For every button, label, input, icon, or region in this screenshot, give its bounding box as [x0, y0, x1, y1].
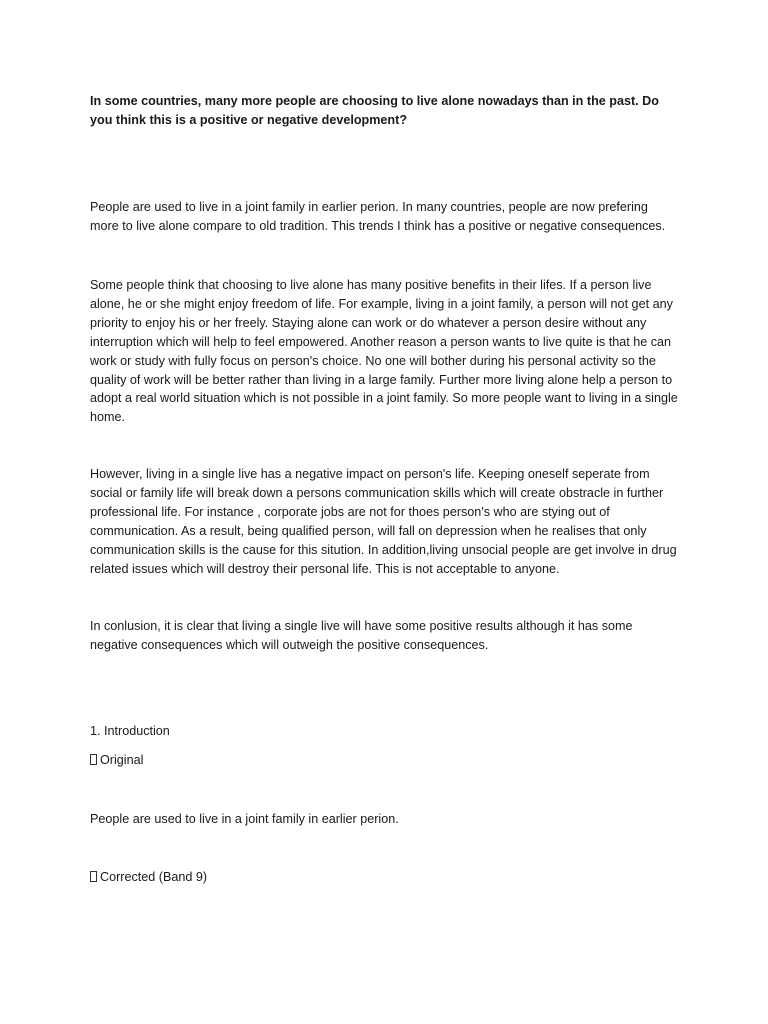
essay-paragraph-positive: Some people think that choosing to live alone has many positive benefits in their lifes. If a person live alone, he or she might enjoy freedom of life. For example, living in a joint family, a person will not get any priority to enjoy his or her freely. Staying alone can work or do whatever a person desire without any interruption which will help to feel empowered. Another reason a person wants to live quite is that he can work or study with fully focus on person's choice. No one will bother during his personal activity so the quality of work will be better rather than living in a large family. Further more living alone help a person to adopt a real world situation which is not possible in a joint family. So more people want to living in a single home.	[90, 278, 678, 425]
missing-glyph-icon	[90, 754, 97, 765]
essay-paragraph-introduction: People are used to live in a joint family in earlier perion. In many countries, people are now prefering more to live alone compare to old tradition. This trends I think has a positive or negative consequences.	[90, 200, 666, 233]
review-original-text: People are used to live in a joint family in earlier perion.	[90, 812, 399, 826]
essay-paragraph-conclusion: In conlusion, it is clear that living a single live will have some positive results although it has some negative consequences which will outweigh the positive consequences.	[90, 619, 633, 652]
review-original-label: Original	[100, 753, 144, 767]
missing-glyph-icon	[90, 871, 97, 882]
review-section-heading: 1. Introduction	[90, 724, 170, 738]
review-corrected-label: Corrected (Band 9)	[100, 870, 208, 884]
essay-prompt: In some countries, many more people are choosing to live alone nowadays than in the past. Do you think this is a positive or negative development?	[90, 94, 659, 127]
review-corrected-label-line	[90, 868, 678, 887]
review-original-label-line	[90, 751, 678, 770]
essay-paragraph-negative: However, living in a single live has a negative impact on person's life. Keeping oneself seperate from social or family life will break down a persons communication skills which will create obstracle in further professional life. For instance , corporate jobs are not for thoes person's who are stying out of communication. As a result, being qualified person, will fall on depression when he realises that only communication skills is the cause for this sitution. In addition,living unsocial people are get involve in drug related issues which will destroy their personal life. This is not acceptable to anyone.	[90, 467, 677, 576]
